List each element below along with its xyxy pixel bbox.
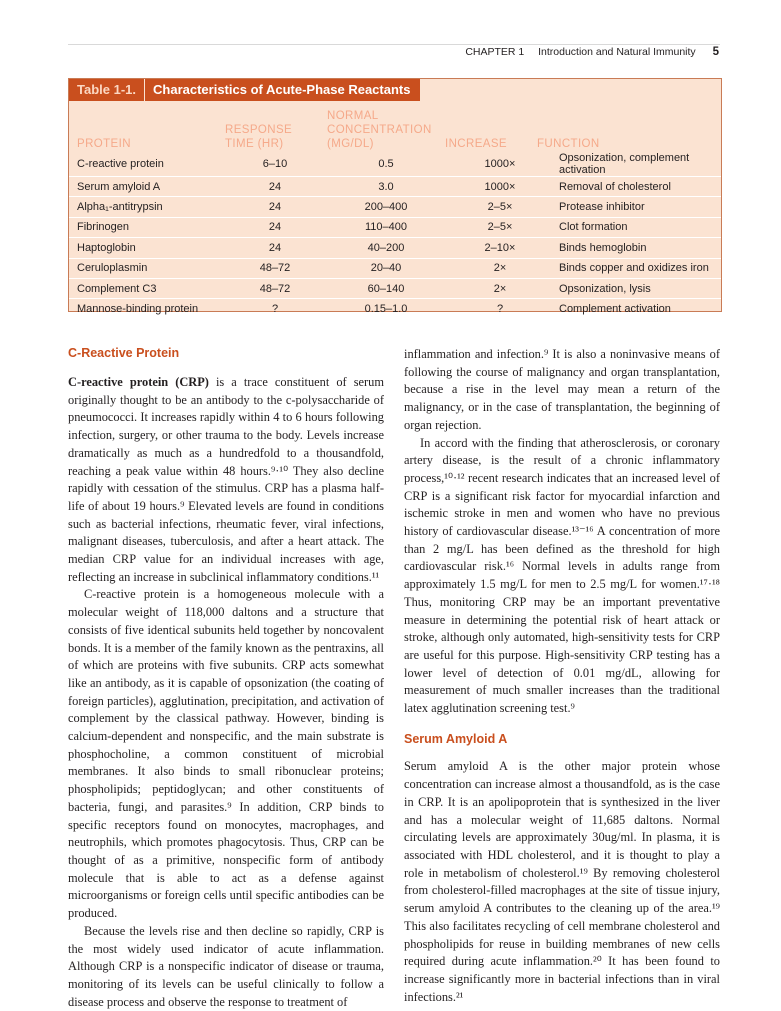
header-response-line1: RESPONSE [225, 124, 293, 136]
cell-increase: ? [445, 299, 555, 319]
table-title: Characteristics of Acute-Phase Reactants [153, 82, 411, 97]
paragraph [68, 374, 384, 586]
table-body [69, 152, 721, 320]
header-rule [68, 44, 720, 45]
cell-response-time: 6–10 [223, 152, 327, 177]
section-heading-crp: C-Reactive Protein [68, 346, 180, 360]
cell-protein: Fibrinogen [69, 217, 223, 237]
cell-increase: 2–10× [445, 238, 555, 258]
cell-concentration: 3.0 [327, 177, 445, 197]
paragraph: inflammation and infection.⁹ It is also a noninvasive means of following the course of malignancy and organ transplantation, because a rise in the level may mean a return of the malignancy, or in the case of transplantation, the beginning of organ rejection. [404, 347, 720, 432]
table-row [69, 197, 721, 217]
paragraph: In accord with the finding that atherosclerosis, or coronary artery disease, is the result of a chronic inflammatory process,¹⁰·¹² recent research indicates that an increased level of CRP is a significant risk factor for myocardial infarction and ischemic stroke in men and women who have no previous history of cardiovascular disease.¹³⁻¹⁶ A concentration of more than 2 mg/L has been defined as the threshold for high cardiovascular risk.¹⁶ Normal levels in adults range from approximately 1.5 mg/L for men to 2.5 mg/L for women.¹⁷·¹⁸ Thus, monitoring CRP may be an important preventative measure in determining the potential risk of heart attack or stroke, although only automated, high-sensitivity tests for CRP are useful for this purpose. High-sensitivity CRP testing has a lower level of detection of 0.01 mg/dL, allowing for measurement of much smaller increases than the traditional latex agglutination screening test.⁹ [404, 435, 720, 716]
table-row [69, 152, 721, 177]
table-row [69, 299, 721, 319]
cell-response-time: 24 [223, 177, 327, 197]
running-head [465, 46, 719, 58]
cell-response-time: 48–72 [223, 278, 327, 298]
cell-concentration: 20–40 [327, 258, 445, 278]
header-conc-line1: NORMAL [327, 110, 379, 122]
cell-protein: Serum amyloid A [69, 177, 223, 197]
cell-function: Protease inhibitor [555, 197, 721, 217]
cell-response-time: 24 [223, 217, 327, 237]
header-conc-line2: CONCENTRATION [327, 124, 432, 136]
table-row [69, 177, 721, 197]
cell-increase: 1000× [445, 152, 555, 177]
header-increase: INCREASE [445, 138, 507, 150]
cell-increase: 2–5× [445, 197, 555, 217]
cell-increase: 1000× [445, 177, 555, 197]
header-protein: PROTEIN [77, 138, 131, 150]
header-function: FUNCTION [537, 138, 600, 150]
header-normal-concentration [327, 109, 432, 151]
chapter-title: Introduction and Natural Immunity [538, 46, 696, 58]
table-row [69, 278, 721, 298]
cell-protein: C-reactive protein [69, 152, 223, 177]
cell-function: Opsonization, lysis [555, 278, 721, 298]
cell-function: Removal of cholesterol [555, 177, 721, 197]
cell-increase: 2× [445, 278, 555, 298]
left-column [68, 374, 384, 1011]
table-row [69, 238, 721, 258]
cell-protein: Alpha₁-antitrypsin [69, 197, 223, 217]
cell-protein: Mannose-binding protein [69, 299, 223, 319]
cell-concentration: 40–200 [327, 238, 445, 258]
key-term: C-reactive protein (CRP) [68, 375, 209, 389]
cell-protein: Complement C3 [69, 278, 223, 298]
header-response-time [225, 123, 292, 151]
cell-function: Opsonization, complement activation [555, 152, 721, 177]
paragraph: C-reactive protein is a homogeneous molecule with a molecular weight of 118,000 daltons and a structure that consists of five identical subunits held together by noncovalent bonds. It is a member of the family known as the pentraxins, all of which are proteins with five subunits. CRP acts somewhat like an antibody, as it is capable of opsonization (the coating of foreign particles), agglutination, precipitation, and activation of complement by the classical pathway. However, binding is calcium-dependent and nonspecific, and the main substrate is phosphocholine, a common constituent of microbial membranes. It also binds to small ribonuclear proteins; phospholipids; peptidoglycan; and other constituents of bacteria, fungi, and parasites.⁹ In addition, CRP binds to specific receptors found on monocytes, macrophages, and neutrophils, which promotes phagocytosis. Thus, CRP can be thought of as a primitive, nonspecific form of antibody molecule that is able to act as a defense against microorganisms or foreign cells until specific antibodies can be produced. [68, 587, 384, 921]
right-column [404, 346, 720, 1006]
cell-concentration: 0.15–1.0 [327, 299, 445, 319]
cell-function: Clot formation [555, 217, 721, 237]
cell-function: Complement activation [555, 299, 721, 319]
chapter-label: CHAPTER 1 [465, 46, 525, 58]
cell-response-time: ? [223, 299, 327, 319]
cell-concentration: 200–400 [327, 197, 445, 217]
cell-increase: 2–5× [445, 217, 555, 237]
cell-response-time: 24 [223, 238, 327, 258]
table-caption [69, 79, 420, 101]
page-number: 5 [712, 46, 719, 58]
cell-response-time: 24 [223, 197, 327, 217]
cell-function: Binds copper and oxidizes iron [555, 258, 721, 278]
table-row [69, 217, 721, 237]
paragraph: Because the levels rise and then decline so rapidly, CRP is the most widely used indicator of acute inflammation. Although CRP is a nonspecific indicator of disease or trauma, monitoring of its levels can be useful clinically to follow a disease process and observe the response to treatment of [68, 923, 384, 1009]
cell-function: Binds hemoglobin [555, 238, 721, 258]
cell-concentration: 60–140 [327, 278, 445, 298]
cell-protein: Ceruloplasmin [69, 258, 223, 278]
header-conc-line3: (MG/DL) [327, 138, 374, 150]
cell-response-time: 48–72 [223, 258, 327, 278]
cell-increase: 2× [445, 258, 555, 278]
cell-protein: Haptoglobin [69, 238, 223, 258]
caption-divider [144, 79, 145, 101]
section-heading-saa: Serum Amyloid A [404, 731, 508, 746]
cell-concentration: 110–400 [327, 217, 445, 237]
table-row [69, 258, 721, 278]
paragraph-text: is a trace constituent of serum originally thought to be an antibody to the c-polysaccharide of pneumococci. It increases rapidly within 4 to 6 hours following infection, surgery, or other trauma to the body. Levels increase dramatically as much as a hundredfold to a thousandfold, reaching a peak value within 48 hours.⁹·¹⁰ They also decline rapidly with cessation of the stimulus. CRP has a plasma half-life of about 19 hours.⁹ Elevated levels are found in conditions such as bacterial infections, rheumatic fever, viral infections, malignant diseases, tuberculosis, and after a heart attack. The median CRP value for an individual increases with age, reflecting an increase in subclinical inflammatory conditions.¹¹ [68, 375, 384, 584]
paragraph: Serum amyloid A is the other major protein whose concentration can increase almost a thousandfold, as is the case in CRP. It is an apolipoprotein that is synthesized in the liver and has a molecular weight of 11,685 daltons. Normal circulating levels are approximately 30ug/ml. In plasma, it is associated with HDL cholesterol, and it is thought to play a role in metabolism of cholesterol.¹⁹ By removing cholesterol from cholesterol-filled macrophages at the site of tissue injury, serum amyloid A contributes to the cleaning up of the area.¹⁹ This also facilitates recycling of cell membrane cholesterol and phospholipids for reuse in building membranes of new cells required during acute inflammation.²⁰ It has been found to increase significantly more in bacterial infections than in viral infections.²¹ [404, 759, 720, 1004]
header-response-line2: TIME (HR) [225, 138, 284, 150]
table-label: Table 1-1. [77, 82, 137, 97]
cell-concentration: 0.5 [327, 152, 445, 177]
acute-phase-table [68, 78, 722, 316]
